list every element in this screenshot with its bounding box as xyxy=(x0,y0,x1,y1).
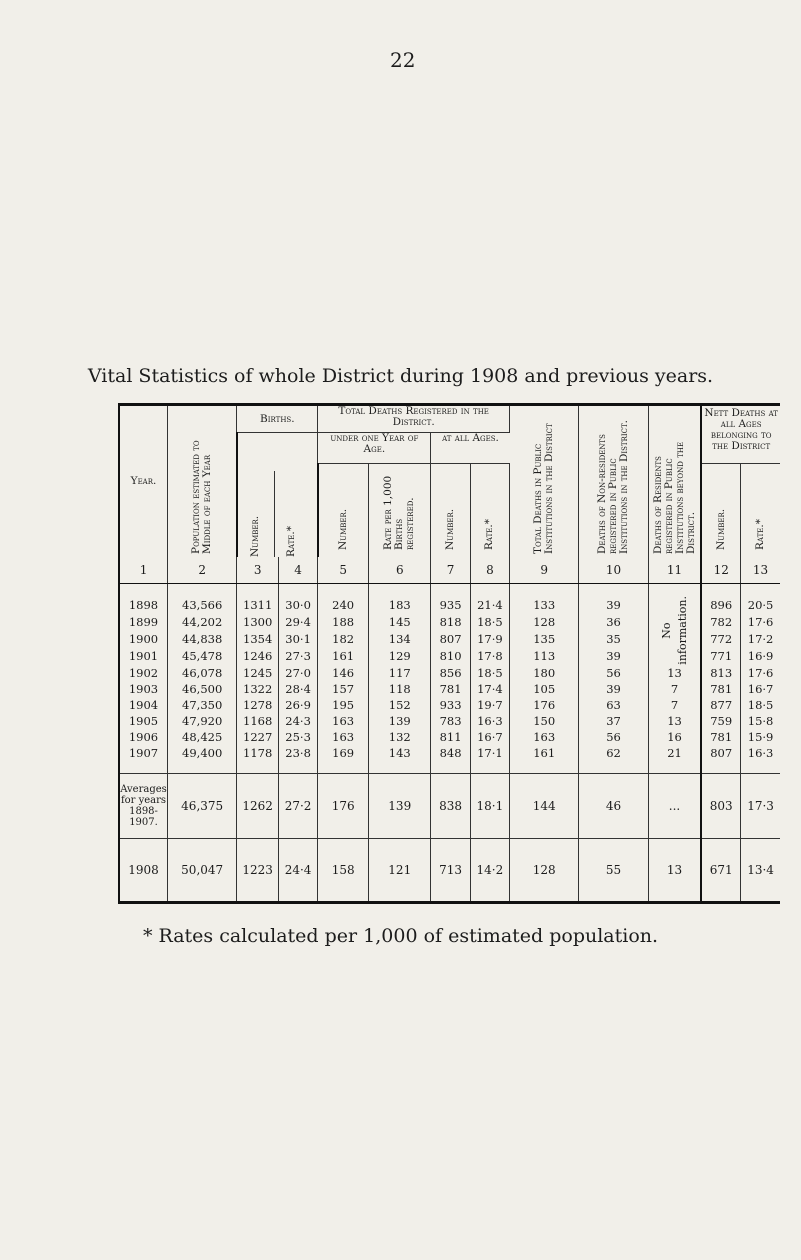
header-under-one-number: Number. xyxy=(318,464,369,558)
cell-nett_rate: 17·6 xyxy=(747,665,774,680)
table-row xyxy=(119,745,780,761)
cell-all_num: 933 xyxy=(431,697,470,713)
cell-inst: 135 xyxy=(510,630,579,647)
cell-b_num: 1311 xyxy=(237,596,279,613)
cell-all_rate: 17·1 xyxy=(470,745,509,761)
cell-b_num: 1322 xyxy=(237,681,279,697)
cell-nonres: 37 xyxy=(579,713,648,729)
cell-pop: 49,400 xyxy=(168,745,237,761)
cell-nett_rate: 17·2 xyxy=(747,631,774,646)
cell-all_num: 856 xyxy=(431,665,470,681)
header-deaths-institutions: Total Deaths in Public Institutions in the District xyxy=(510,405,579,558)
cell-nett_rate: 16·7 xyxy=(747,681,774,696)
cell-inst: 133 xyxy=(510,596,579,613)
cell-u1_num: 163 xyxy=(318,729,369,745)
cell-b_num: 1300 xyxy=(237,613,279,630)
cell-b_num: 1178 xyxy=(237,745,279,761)
cell-year: 1899 xyxy=(119,613,168,630)
cell-all_rate: 18·5 xyxy=(470,613,509,630)
cell-all_num: 811 xyxy=(431,729,470,745)
cell-all_num: 810 xyxy=(431,648,470,665)
cell-pop: 47,920 xyxy=(168,713,237,729)
cell-u1_rate: 145 xyxy=(369,613,431,630)
cell-pop: 43,566 xyxy=(168,596,237,613)
cell-pop: 44,838 xyxy=(168,630,237,647)
header-all-ages: at all Ages. xyxy=(431,433,510,464)
cell-u1_rate: 129 xyxy=(369,648,431,665)
cell-u1_rate: 118 xyxy=(369,681,431,697)
cell-pop: 44,202 xyxy=(168,613,237,630)
averages-row: Averages for years 1898-1907. 46,375 1262 27·2 176 139 838 18·1 144 46 ... 803 17·3 xyxy=(119,773,780,838)
cell-year: 1902 xyxy=(119,665,168,681)
cell-all_rate: 16·7 xyxy=(470,729,509,745)
table-row xyxy=(119,729,780,745)
header-deaths-residents-beyond: Deaths of Residents registered in Public Institutions beyond the District. xyxy=(648,405,701,558)
cell-all_rate: 17·9 xyxy=(470,630,509,647)
cell-nett_num: 877 xyxy=(701,697,740,713)
cell-b_rate: 25·3 xyxy=(278,729,317,745)
table-row xyxy=(119,713,780,729)
cell-b_num: 1245 xyxy=(237,665,279,681)
cell-all_num: 818 xyxy=(431,613,470,630)
cell-res: 7 xyxy=(648,681,701,697)
cell-res: 13 xyxy=(648,665,701,681)
table-row xyxy=(119,596,780,613)
cell-nett_num: 781 xyxy=(701,729,740,745)
cell-nett_num: 813 xyxy=(701,665,740,681)
cell-year: 1900 xyxy=(119,630,168,647)
cell-b_rate: 23·8 xyxy=(278,745,317,761)
cell-u1_num: 157 xyxy=(318,681,369,697)
table-row xyxy=(119,697,780,713)
cell-nett_num: 807 xyxy=(701,745,740,761)
cell-u1_num: 240 xyxy=(318,596,369,613)
cell-nett_rate: 17·6 xyxy=(747,614,774,629)
cell-u1_rate: 132 xyxy=(369,729,431,745)
cell-nett_rate: 15·9 xyxy=(747,729,774,744)
cell-u1_rate: 117 xyxy=(369,665,431,681)
cell-inst: 105 xyxy=(510,681,579,697)
table-title: Vital Statistics of whole District during 1908 and previous years. xyxy=(87,365,714,387)
cell-b_rate: 27·0 xyxy=(278,665,317,681)
header-births-number: Number. xyxy=(238,471,275,557)
cell-pop: 45,478 xyxy=(168,648,237,665)
cell-b_rate: 29·4 xyxy=(278,613,317,630)
cell-u1_rate: 143 xyxy=(369,745,431,761)
cell-nonres: 63 xyxy=(579,697,648,713)
header-all-ages-rate: Rate.* xyxy=(470,464,509,558)
cell-pop: 48,425 xyxy=(168,729,237,745)
current-year-row: 1908 50,047 1223 24·4 158 121 713 14·2 128 55 13 671 13·4 xyxy=(119,838,780,902)
cell-year: 1906 xyxy=(119,729,168,745)
cell-year: 1898 xyxy=(119,596,168,613)
cell-all_rate: 18·5 xyxy=(470,665,509,681)
cell-nett_num: 896 xyxy=(701,596,740,613)
cell-all_rate: 17·4 xyxy=(470,681,509,697)
cell-inst: 113 xyxy=(510,648,579,665)
cell-year: 1901 xyxy=(119,648,168,665)
cell-pop: 46,078 xyxy=(168,665,237,681)
cell-nett_num: 771 xyxy=(701,648,740,665)
header-nett-deaths: Nett Deaths at all Ages belonging to the District xyxy=(701,405,780,464)
header-year: Year. xyxy=(119,405,168,558)
cell-nett_rate: 18·5 xyxy=(747,697,774,712)
header-births-blank xyxy=(237,433,318,558)
table-row xyxy=(119,681,780,697)
header-nett-number: Number. xyxy=(701,464,740,558)
cell-b_rate: 27·3 xyxy=(278,648,317,665)
cell-inst: 128 xyxy=(510,613,579,630)
averages-label: Averages for years 1898-1907. xyxy=(119,773,168,838)
header-under-one: under one Year of Age. xyxy=(318,433,431,464)
cell-inst: 163 xyxy=(510,729,579,745)
cell-u1_rate: 152 xyxy=(369,697,431,713)
cell-b_rate: 30·1 xyxy=(278,630,317,647)
no-information-note: No information. xyxy=(659,596,689,665)
cell-all_num: 935 xyxy=(431,596,470,613)
header-births-rate: Rate.* xyxy=(285,526,298,557)
cell-nonres: 56 xyxy=(579,665,648,681)
cell-res: 7 xyxy=(648,697,701,713)
cell-b_rate: 30·0 xyxy=(278,596,317,613)
data-rows xyxy=(119,596,780,761)
header-all-ages-number: Number. xyxy=(431,464,470,558)
cell-year: 1903 xyxy=(119,681,168,697)
cell-inst: 180 xyxy=(510,665,579,681)
cell-u1_rate: 139 xyxy=(369,713,431,729)
cell-u1_rate: 183 xyxy=(369,596,431,613)
cell-b_num: 1227 xyxy=(237,729,279,745)
cell-all_rate: 17·8 xyxy=(470,648,509,665)
cell-nett_rate: 15·8 xyxy=(747,713,774,728)
header-total-deaths: Total Deaths Registered in the District. xyxy=(318,405,510,433)
page-number: 22 xyxy=(390,48,416,72)
cell-all_num: 783 xyxy=(431,713,470,729)
header-deaths-non-residents: Deaths of Non-residents registered in Public Institutions in the District. xyxy=(579,405,648,558)
cell-all_rate: 21·4 xyxy=(470,596,509,613)
cell-nonres: 35 xyxy=(579,630,648,647)
column-numbers-row: 1 2 3 4 5 6 7 8 9 10 11 12 13 xyxy=(119,557,780,584)
cell-nett_rate: 20·5 xyxy=(747,597,774,612)
cell-b_num: 1168 xyxy=(237,713,279,729)
cell-all_num: 781 xyxy=(431,681,470,697)
cell-u1_num: 163 xyxy=(318,713,369,729)
header-under-one-rate: Rate per 1,000 Births registered. xyxy=(369,464,431,558)
cell-nett_num: 782 xyxy=(701,613,740,630)
cell-nonres: 39 xyxy=(579,681,648,697)
cell-inst: 161 xyxy=(510,745,579,761)
cell-nett_num: 759 xyxy=(701,713,740,729)
cell-year: 1905 xyxy=(119,713,168,729)
cell-nett_num: 772 xyxy=(701,630,740,647)
footnote: * Rates calculated per 1,000 of estimated population. xyxy=(142,925,659,947)
header-population: Population estimated to Middle of each Year xyxy=(168,405,237,558)
cell-u1_num: 188 xyxy=(318,613,369,630)
cell-res: 21 xyxy=(648,745,701,761)
vital-statistics-table xyxy=(118,403,780,904)
header-births: Births. xyxy=(237,405,318,433)
cell-b_rate: 26·9 xyxy=(278,697,317,713)
cell-pop: 46,500 xyxy=(168,681,237,697)
cell-u1_rate: 134 xyxy=(369,630,431,647)
cell-inst: 150 xyxy=(510,713,579,729)
cell-res: 13 xyxy=(648,713,701,729)
cell-nonres: 56 xyxy=(579,729,648,745)
cell-res xyxy=(648,596,701,665)
cell-u1_num: 146 xyxy=(318,665,369,681)
cell-all_rate: 19·7 xyxy=(470,697,509,713)
cell-b_rate: 24·3 xyxy=(278,713,317,729)
cell-nett_rate: 16·9 xyxy=(747,649,774,664)
cell-b_num: 1246 xyxy=(237,648,279,665)
cell-b_rate: 28·4 xyxy=(278,681,317,697)
cell-u1_num: 169 xyxy=(318,745,369,761)
cell-all_num: 807 xyxy=(431,630,470,647)
cell-b_num: 1278 xyxy=(237,697,279,713)
cell-year: 1904 xyxy=(119,697,168,713)
cell-nett_num: 781 xyxy=(701,681,740,697)
cell-inst: 176 xyxy=(510,697,579,713)
cell-pop: 47,350 xyxy=(168,697,237,713)
cell-nonres: 36 xyxy=(579,613,648,630)
table-row xyxy=(119,665,780,681)
cell-all_rate: 16·3 xyxy=(470,713,509,729)
cell-nonres: 62 xyxy=(579,745,648,761)
cell-res: 16 xyxy=(648,729,701,745)
cell-u1_num: 182 xyxy=(318,630,369,647)
cell-nonres: 39 xyxy=(579,648,648,665)
header-nett-rate: Rate.* xyxy=(754,519,767,550)
cell-year: 1907 xyxy=(119,745,168,761)
cell-nett_rate: 16·3 xyxy=(747,745,774,760)
cell-u1_num: 195 xyxy=(318,697,369,713)
cell-nonres: 39 xyxy=(579,596,648,613)
cell-u1_num: 161 xyxy=(318,648,369,665)
cell-b_num: 1354 xyxy=(237,630,279,647)
cell-all_num: 848 xyxy=(431,745,470,761)
